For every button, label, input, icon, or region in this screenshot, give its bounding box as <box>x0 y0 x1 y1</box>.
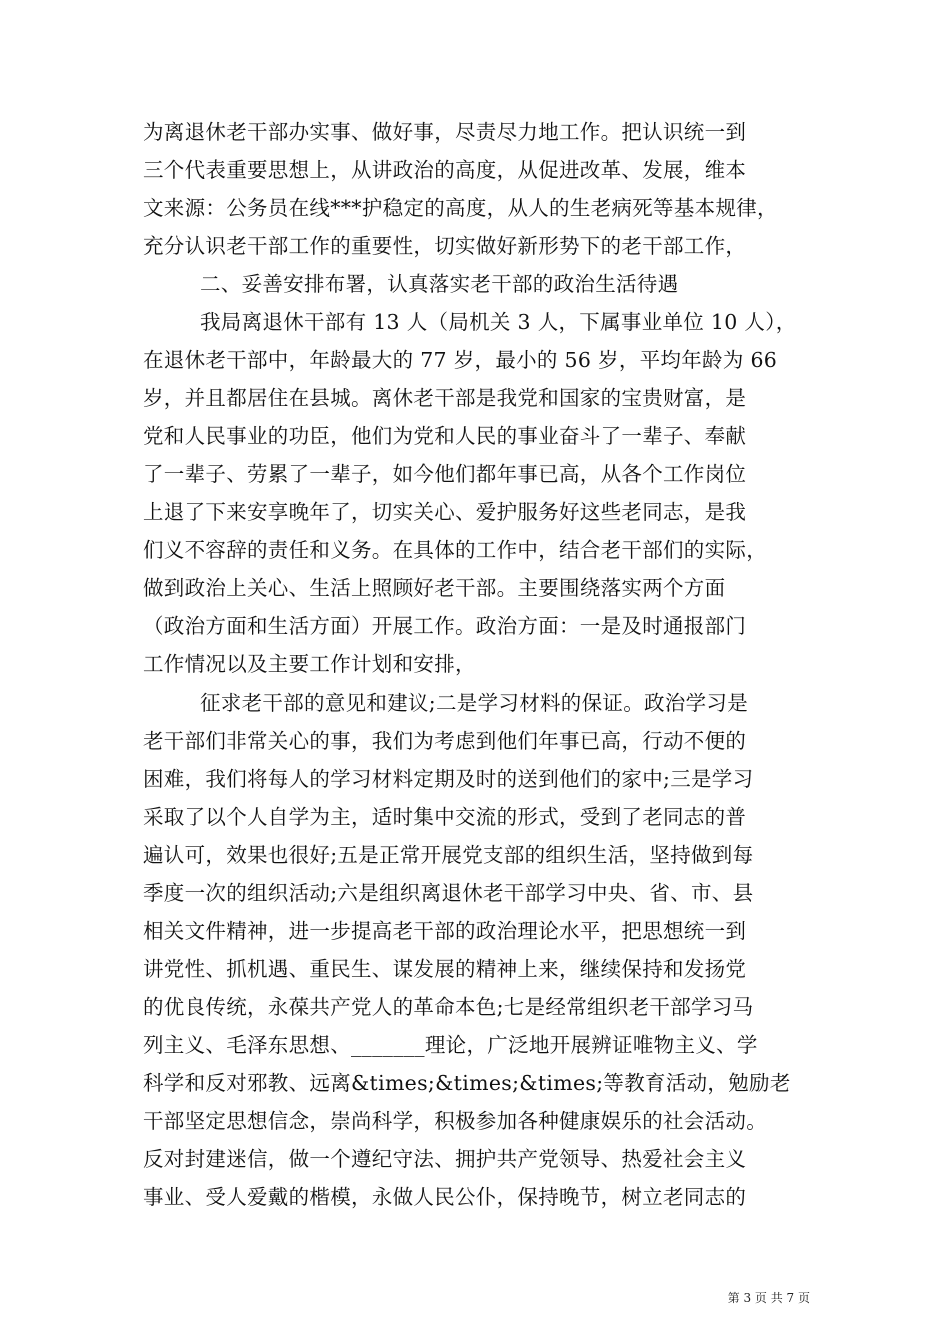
body-text-line: 为离退休老干部办实事、做好事，尽责尽力地工作。把认识统一到 <box>143 120 747 144</box>
body-text-line: 工作情况以及主要工作计划和安排， <box>143 652 476 676</box>
body-text-line: 讲党性、抓机遇、重民生、谋发展的精神上来，继续保持和发扬党 <box>143 957 747 981</box>
body-text-line: 岁，并且都居住在县城。离休老干部是我党和国家的宝贵财富，是 <box>143 386 747 410</box>
body-text-line: 的优良传统，永葆共产党人的革命本色;七是经常组织老干部学习马 <box>143 995 754 1019</box>
page-number: 第 3 页 共 7 页 <box>727 1291 810 1305</box>
body-text-line: 们义不容辞的责任和义务。在具体的工作中，结合老干部们的实际， <box>143 538 767 562</box>
body-text-line: 我局离退休干部有 13 人（局机关 3 人，下属事业单位 10 人）， <box>200 310 797 334</box>
body-text-line: 了一辈子、劳累了一辈子，如今他们都年事已高，从各个工作岗位 <box>143 462 747 486</box>
body-text-line: 相关文件精神，进一步提高老干部的政治理论水平，把思想统一到 <box>143 919 747 943</box>
section-heading: 二、妥善安排布署，认真落实老干部的政治生活待遇 <box>200 272 679 296</box>
body-text-line: （政治方面和生活方面）开展工作。政治方面：一是及时通报部门 <box>143 614 747 638</box>
body-text-line: 干部坚定思想信念，崇尚科学，积极参加各种健康娱乐的社会活动。 <box>143 1109 767 1133</box>
body-text-line: 党和人民事业的功臣，他们为党和人民的事业奋斗了一辈子、奉献 <box>143 424 747 448</box>
body-text-line: 科学和反对邪教、远离&times;&times;&times;等教育活动，勉励老 <box>143 1071 791 1095</box>
body-text-line: 事业、受人爱戴的楷模，永做人民公仆，保持晚节，树立老同志的 <box>143 1185 747 1209</box>
body-text-line: 老干部们非常关心的事，我们为考虑到他们年事已高，行动不便的 <box>143 729 747 753</box>
body-text-line: 采取了以个人自学为主，适时集中交流的形式，受到了老同志的普 <box>143 805 747 829</box>
body-text-line: 上退了下来安享晚年了，切实关心、爱护服务好这些老同志，是我 <box>143 500 747 524</box>
body-text-line: 做到政治上关心、生活上照顾好老干部。主要围绕落实两个方面 <box>143 576 726 600</box>
body-text-line: 反对封建迷信，做一个遵纪守法、拥护共产党领导、热爱社会主义 <box>143 1147 747 1171</box>
body-text-line: 文来源：公务员在线***护稳定的高度，从人的生老病死等基本规律， <box>143 196 778 220</box>
body-text-line: 季度一次的组织活动;六是组织离退休老干部学习中央、省、市、县 <box>143 881 754 905</box>
body-text-line: 三个代表重要思想上，从讲政治的高度，从促进改革、发展，维本 <box>143 158 747 182</box>
body-text-line: 困难，我们将每人的学习材料定期及时的送到他们的家中;三是学习 <box>143 767 754 791</box>
body-text-line: 遍认可，效果也很好;五是正常开展党支部的组织生活，坚持做到每 <box>143 843 754 867</box>
body-text-line: 列主义、毛泽东思想、_______理论，广泛地开展辨证唯物主义、学 <box>143 1033 758 1057</box>
body-text-line: 在退休老干部中，年龄最大的 77 岁，最小的 56 岁，平均年龄为 66 <box>143 348 778 372</box>
body-text-line: 充分认识老干部工作的重要性，切实做好新形势下的老干部工作， <box>143 234 747 258</box>
body-text-line: 征求老干部的意见和建议;二是学习材料的保证。政治学习是 <box>200 691 749 715</box>
